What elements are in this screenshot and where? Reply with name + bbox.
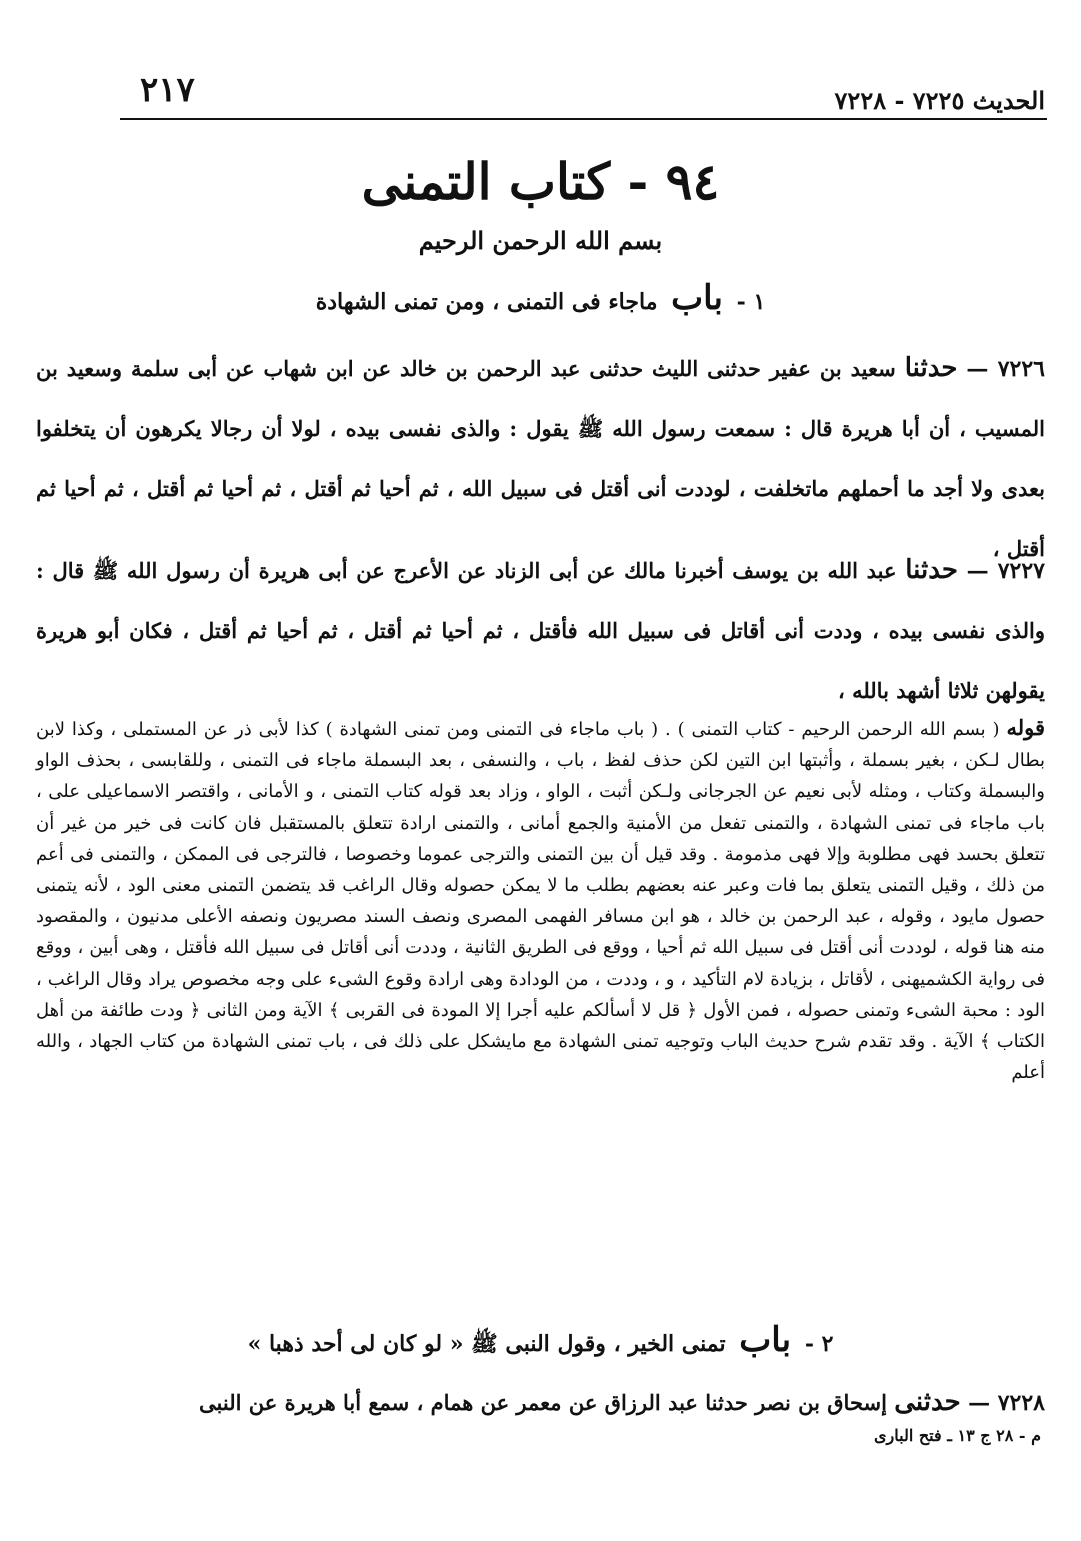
hadith-number: ٧٢٢٦ —: [966, 356, 1045, 382]
header-rule: [120, 118, 1047, 120]
hadith-text: سعيد بن عفير حدثنى الليث حدثنى عبد الرحمن بن خالد عن ابن شهاب عن أبى سلمة وسعيد بن المسيب ، أن أبا هريرة قال : سمعت رسول الله ﷺ يقول : والذى نفسى بيده ، لولا أن رجالا يكرهون أن يتخلفوا بعدى ولا أجد ما أحملهم ماتخلفت ، لوددت أنى أقتل فى سبيل الله ، ثم أحيا ثم أقتل ، ثم أحيا ثم أقتل ، ثم أحيا ثم أقتل ،: [36, 356, 1045, 561]
page-number: ٢١٧: [140, 70, 195, 110]
bab-word: باب: [671, 278, 723, 318]
haddathana: حدثنا: [905, 555, 958, 585]
basmala: بسم الله الرحمن الرحيم: [418, 226, 663, 255]
hadith-text: عبد الله بن يوسف أخبرنا مالك عن أبى الزناد عن الأعرج عن أبى هريرة أن رسول الله ﷺ قال : والذى نفسى بيده ، وددت أنى أقاتل فى سبيل الله فأقتل ، ثم أحيا ثم أقتل ، ثم أحيا ثم أقتل ، فكان أبو هريرة يقولهن ثلاثا أشهد بالله ،: [36, 558, 1045, 703]
bab-number: ١ -: [736, 289, 766, 315]
bab-heading-2: [40, 1320, 1041, 1362]
qawluhu-label: قوله: [1006, 715, 1046, 740]
haddathani: حدثنى: [894, 1387, 961, 1417]
commentary-text: ( بسم الله الرحمن الرحيم - كتاب التمنى ) . ( باب ماجاء فى التمنى ومن تمنى الشهادة ) كذا لأبى ذر عن المستملى ، وكذا لابن بطال لـكن ، بغير بسملة ، وأثبتها ابن التين لكن حذف لفظ ، باب ، والنسفى ، بعد البسملة ماجاء فى التمنى ، وللقابسى ، بحذف الواو والبسملة وكتاب ، ومثله لأبى نعيم عن الجرجانى ولـكن أثبت ، الواو ، وزاد بعد قوله كتاب التمنى ، و الأمانى ، واقتصر الاسماعيلى على ، باب ماجاء فى تمنى الشهادة ، والتمنى تفعل من الأمنية والجمع أمانى ، والتمنى ارادة تتعلق بالمستقبل فان كانت فى خير من غير أن تتعلق بحسد فهى مطلوبة وإلا فهى مذمومة . وقد قيل أن بين التمنى والترجى عموما وخصوصا ، فالترجى فى الممكن ، والتمنى فى أعم من ذلك ، وقيل التمنى يتعلق بما فات وعبر عنه بعضهم بطلب ما لا يمكن حصوله وقال الراغب قد يتضمن التمنى معنى الود ، لأنه يتمنى حصول مايود ، وقوله ، عبد الرحمن بن خالد ، هو ابن مسافر الفهمى المصرى ونصف السند مصريون ونصفه الأعلى مدنيون ، والمقصود منه هنا قوله ، لوددت أنى أقتل فى سبيل الله ثم أحيا ، ووقع فى الطريق الثانية ، وددت أنى أقاتل فى سبيل الله فأقتل ، وهى أبين ، ووقع فى رواية الكشميهنى ، لأقاتل ، بزيادة لام التأكيد ، و ، وددت ، من الودادة وهى ارادة وقوع الشىء على وجه مخصوص يراد وقال الراغب ، الود : محبة الشىء وتمنى حصوله ، فمن الأول ﴿ قل لا أسألكم عليه أجرا إلا المودة فى القربى ﴾ الآية ومن الثانى ﴿ ودت طائفة من أهل الكتاب ﴾ الآية . وقد تقدم شرح حديث الباب وتوجيه تمنى الشهادة مع مايشكل على ذلك فى ، باب تمنى الشهادة من كتاب الجهاد ، والله أعلم: [36, 719, 1046, 1084]
hadith-range: الحديث ٧٢٢٥ - ٧٢٢٨: [834, 86, 1045, 115]
bab-number: ٢ -: [804, 1331, 834, 1357]
hadith-number: ٧٢٢٧ —: [966, 558, 1045, 584]
hadith-7227: [36, 540, 1045, 721]
bab-title: ماجاء فى التمنى ، ومن تمنى الشهادة: [315, 289, 658, 315]
hadith-text: إسحاق بن نصر حدثنا عبد الرزاق عن معمر عن همام ، سمع أبا هريرة عن النبى: [199, 1390, 887, 1415]
haddathana: حدثنا: [904, 353, 958, 383]
bab-word: باب: [739, 1320, 792, 1360]
hadith-number: ٧٢٢٨ —: [968, 1390, 1045, 1416]
bab-heading-1: [40, 278, 1041, 318]
commentary: [36, 712, 1045, 1088]
book-title: ٩٤ - كتاب التمنى: [361, 152, 720, 211]
page-signature: م - ٢٨ ج ١٣ ـ فتح البارى: [873, 1426, 1041, 1445]
hadith-7228: [36, 1372, 1045, 1433]
bab-title: تمنى الخير ، وقول النبى ﷺ « لو كان لى أحد ذهبا »: [247, 1331, 726, 1357]
